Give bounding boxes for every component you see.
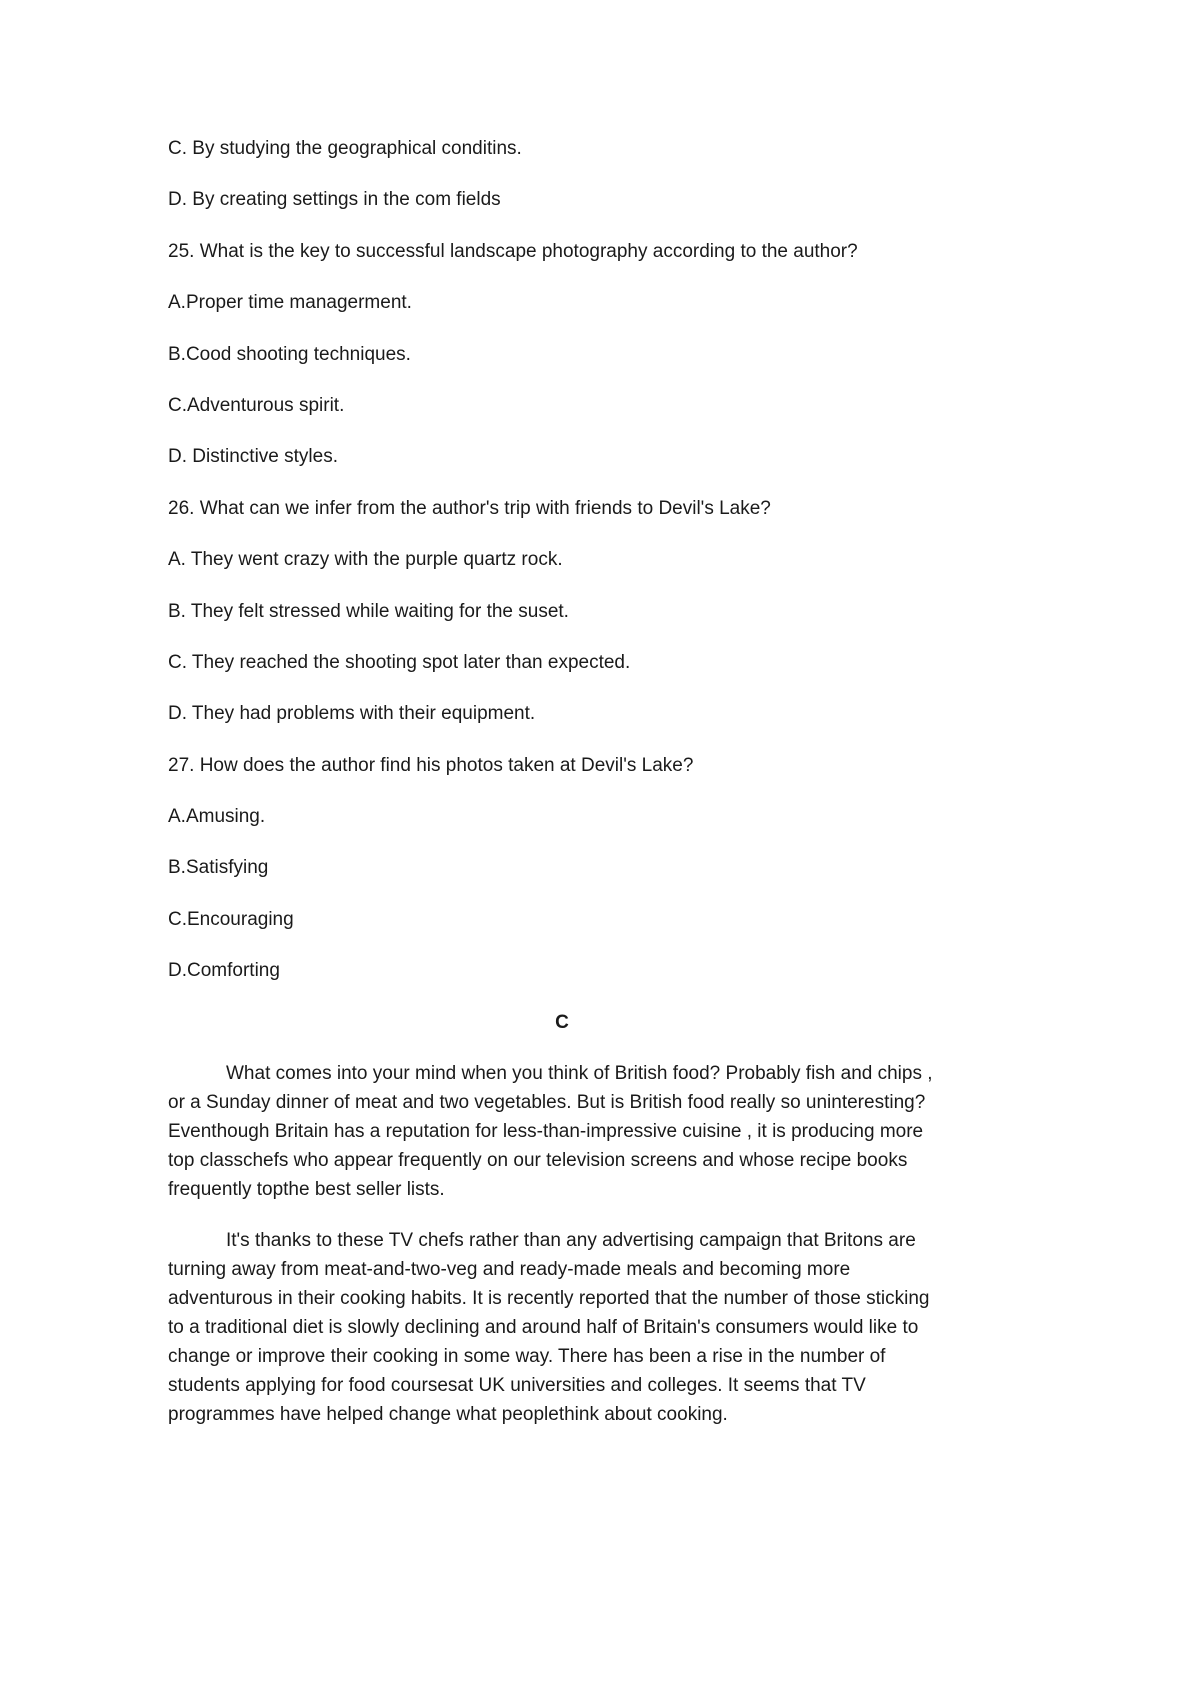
q26-option-d: D. They had problems with their equipment. [168, 703, 536, 725]
q27-option-a: A.Amusing. [168, 806, 266, 828]
q27-option-b: B.Satisfying [168, 857, 269, 879]
q24-option-d: D. By creating settings in the com fields [168, 189, 501, 211]
q25-stem: 25. What is the key to successful landscape photography according to the author? [168, 240, 858, 262]
q26-option-a: A. They went crazy with the purple quartz rock. [168, 549, 563, 571]
q27-option-d: D.Comforting [168, 960, 280, 982]
document-page [168, 134, 948, 1451]
q24-option-c: C. By studying the geographical conditins. [168, 138, 522, 159]
q26-option-b: B. They felt stressed while waiting for the suset. [168, 600, 569, 622]
q25-option-b: B.Cood shooting techniques. [168, 343, 411, 365]
passage-c-heading: C [555, 1011, 569, 1033]
passage-c-paragraph-1: What comes into your mind when you think of British food? Probably fish and chips , or a Sunday dinner of meat and two vegetables. But is British food really so uninteresting? Eventhough Britain has a reputation for less-than-impressive cuisine , it is producing more top classchefs who appear frequently on our television screens and whose recipe books frequently topthe best seller lists. [168, 1063, 933, 1201]
q25-option-c: C.Adventurous spirit. [168, 394, 345, 416]
q25-option-a: A.Proper time managerment. [168, 292, 412, 314]
q27-option-c: C.Encouraging [168, 908, 294, 930]
q27-stem: 27. How does the author find his photos taken at Devil's Lake? [168, 754, 694, 776]
passage-c-paragraph-2: It's thanks to these TV chefs rather than any advertising campaign that Britons are turning away from meat-and-two-veg and ready-made meals and becoming more adventurous in their cooking habits. It is recently reported that the number of those sticking to a traditional diet is slowly declining and around half of Britain's consumers would like to change or improve their cooking in some way. There has been a rise in the number of students applying for food coursesat UK universities and colleges. It seems that TV programmes have helped change what peoplethink about cooking. [168, 1230, 930, 1426]
q26-stem: 26. What can we infer from the author's trip with friends to Devil's Lake? [168, 497, 771, 519]
q25-option-d: D. Distinctive styles. [168, 446, 338, 468]
q26-option-c: C. They reached the shooting spot later than expected. [168, 651, 631, 673]
